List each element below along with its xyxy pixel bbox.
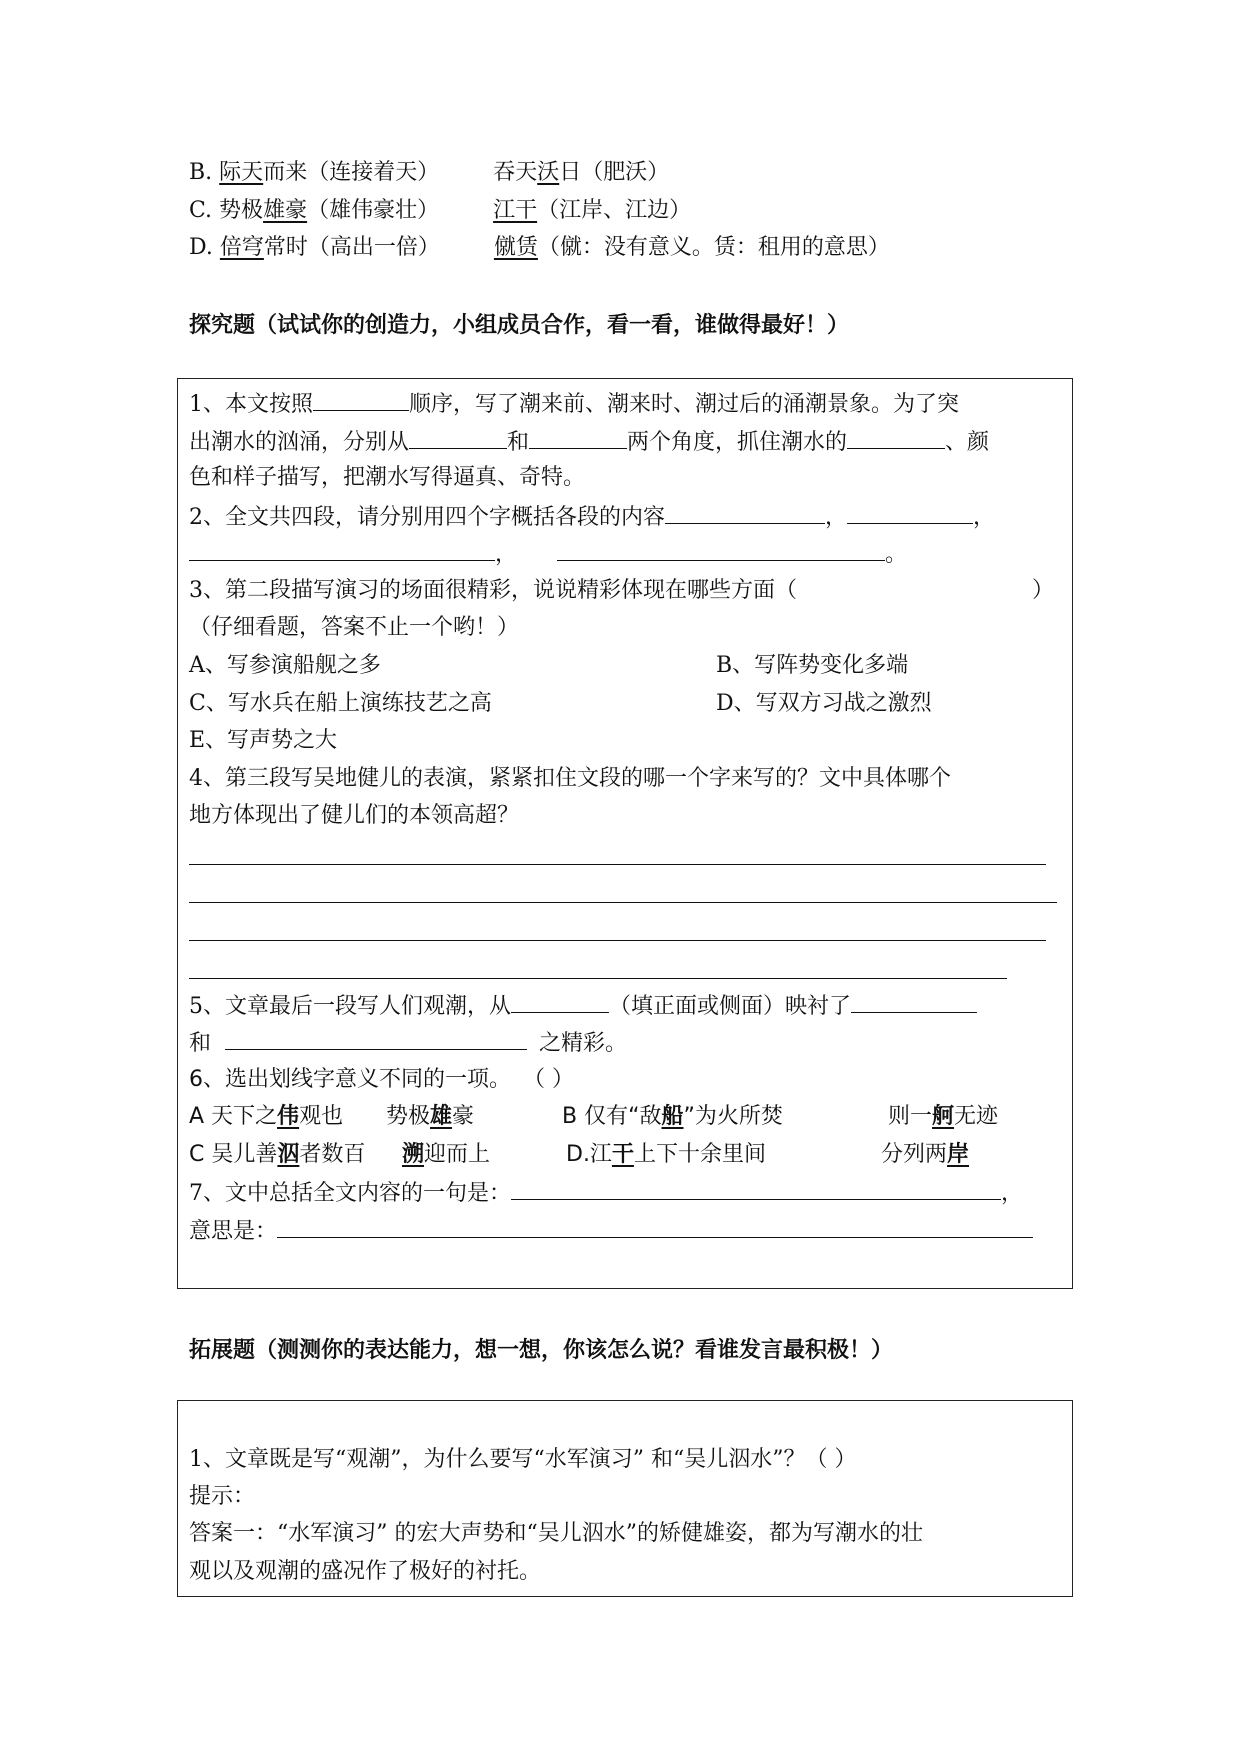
q6-D1-underlined: 干 [611,1142,634,1167]
q5-blank-1[interactable] [511,990,609,1013]
q1-text-f: 、颜 [945,430,990,455]
q6-D1: D.江 [566,1142,612,1167]
vocab-d1-rest: 常时（高出一倍） [263,235,440,260]
q4-answer-rule-4[interactable] [189,978,1007,979]
q3-option-a: A、写参演船舰之多 [189,653,381,678]
q6-B1-underlined: 船 [661,1104,684,1129]
q1-text-b: 顺序，写了潮来前、潮来时、潮过后的涌潮景象。为了突 [409,392,960,417]
q6-option-D1 [566,1140,766,1170]
q6-B1-rest: ”为火所焚 [683,1104,783,1129]
q2-comma-2: ， [973,505,996,530]
vocab-line-d [189,233,890,263]
q6-A1-rest: 观也 [299,1104,344,1129]
q6-text-a: 6、选出划线字意义不同的一项。 [189,1067,511,1092]
q6-A2: 势极 [386,1104,431,1129]
q1-text-d: 和 [507,430,530,455]
explore-q7-line1 [189,1177,1023,1209]
q1-blank-2[interactable] [409,426,507,449]
q6-option-C2 [402,1140,490,1170]
q7-text-a: 7、文中总括全文内容的一句是： [189,1181,511,1206]
vocab-line-c [189,196,691,226]
vocab-c2-rest: （江岸、江边） [537,198,692,223]
q6-B2: 则一 [888,1104,933,1129]
q2-blank-4[interactable] [557,538,885,561]
q6-A1: A 天下之 [189,1104,278,1129]
q7-blank-2[interactable] [277,1215,1033,1238]
q1-text-a: 1、本文按照 [189,392,313,417]
q5-blank-3[interactable] [225,1027,527,1050]
q6-B2-rest: 无迹 [954,1104,999,1129]
vocab-line-b [189,158,669,188]
vocab-b2-rest: 日（肥沃） [559,160,670,185]
explore-q7-line2 [189,1215,1033,1247]
q6-D1-rest: 上下十余里间 [633,1142,766,1167]
q2-period: 。 [885,542,908,567]
q3-option-b: B、写阵势变化多端 [716,653,909,678]
q6-D2-underlined: 岸 [947,1142,970,1167]
explore-q1-line3: 色和样子描写，把潮水写得逼真、奇特。 [189,465,586,490]
q7-comma: ， [1001,1181,1024,1206]
explore-q5-line2 [189,1027,627,1059]
vocab-d1-underlined: 倍穹 [219,235,264,260]
q6-C1-underlined: 泅 [277,1142,300,1167]
q3-option-d: D、写双方习战之激烈 [716,691,932,716]
explore-q1-line1 [189,388,959,420]
explore-q5-line1 [189,990,977,1022]
vocab-b-label: B. [189,160,213,185]
q4-answer-rule-3[interactable] [189,940,1046,941]
explore-heading: 探究题（试试你的创造力，小组成员合作，看一看，谁做得最好！） [189,312,850,338]
q1-blank-1[interactable] [313,388,409,411]
explore-q2-line2 [189,538,907,570]
vocab-d2-underlined: 僦赁 [493,235,538,260]
q6-C1: C 吴儿善 [189,1142,278,1167]
q2-blank-1[interactable] [665,501,825,524]
q6-option-B2 [888,1102,998,1132]
q6-paren: （ ） [523,1067,574,1092]
q3-option-e: E、写声势之大 [189,728,338,753]
explore-q1-line2 [189,426,989,458]
q3-option-c: C、写水兵在船上演练技艺之高 [189,691,492,716]
explore-q3-line1 [189,576,797,606]
q2-blank-3[interactable] [189,538,495,561]
q7-text-b: 意思是： [189,1219,278,1244]
vocab-c1-underlined: 雄豪 [263,198,308,223]
q6-B1: B 仅有“敌 [562,1104,662,1129]
vocab-d-label: D. [189,235,213,260]
vocab-c1-rest: （雄伟豪壮） [307,198,440,223]
q6-D2: 分列两 [881,1142,948,1167]
q5-blank-2[interactable] [851,990,977,1013]
vocab-c2-underlined: 江干 [493,198,538,223]
q6-B2-underlined: 舸 [932,1104,955,1129]
q6-option-A2 [386,1102,474,1132]
vocab-b2-underlined: 沃 [537,160,560,185]
explore-q6-line1 [189,1065,574,1095]
explore-q3-hint: （仔细看题，答案不止一个哟！） [189,615,520,640]
q5-text-b: （填正面或侧面）映衬了 [609,994,852,1019]
vocab-b1-rest: 而来（连接着天） [263,160,440,185]
vocab-c-label: C. [189,198,213,223]
q6-A1-underlined: 伟 [277,1104,300,1129]
q2-blank-2[interactable] [847,501,973,524]
q4-answer-rule-2[interactable] [189,902,1057,903]
q1-text-c: 出潮水的汹涌，分别从 [189,430,410,455]
q6-A2-rest: 豪 [452,1104,475,1129]
q5-text-d: 之精彩。 [539,1031,628,1056]
explore-q4-line2: 地方体现出了健儿们的本领高超？ [189,803,520,828]
extend-answer-line2: 观以及观潮的盛况作了极好的衬托。 [189,1559,542,1584]
extend-heading: 拓展题（测测你的表达能力，想一想，你该怎么说？看谁发言最积极！） [189,1337,894,1363]
vocab-b2-pre: 吞天 [493,160,538,185]
extend-answer-line1: 答案一：“水军演习” 的宏大声势和“吴儿泅水”的矫健雄姿，都为写潮水的壮 [189,1521,923,1546]
q6-A2-underlined: 雄 [430,1104,453,1129]
q6-C2-rest: 迎而上 [424,1142,491,1167]
extend-q1: 1、文章既是写“观潮”，为什么要写“水军演习” 和“吴儿泅水”？（ ） [189,1447,857,1472]
q5-text-c: 和 [189,1031,212,1056]
explore-q2-line1 [189,501,995,533]
q1-text-e: 两个角度，抓住潮水的 [627,430,848,455]
q6-C1-rest: 者数百 [299,1142,366,1167]
q5-text-a: 5、文章最后一段写人们观潮，从 [189,994,511,1019]
vocab-c1-pre: 势极 [219,198,264,223]
q2-text-a: 2、全文共四段，请分别用四个字概括各段的内容 [189,505,665,530]
vocab-b1-underlined: 际天 [219,160,264,185]
q6-option-row-1 [189,1102,343,1132]
q6-option-C1 [189,1140,365,1170]
q3-text-a: 3、第二段描写演习的场面很精彩，说说精彩体现在哪些方面（ [189,578,797,603]
explore-q4-line1: 4、第三段写吴地健儿的表演，紧紧扣住文段的哪一个字来写的？文中具体哪个 [189,766,951,791]
vocab-d2-rest: （僦：没有意义。赁：租用的意思） [537,235,890,260]
q6-option-D2 [881,1140,969,1170]
q4-answer-rule-1[interactable] [189,864,1046,865]
q2-comma-3: ， [495,542,518,567]
q1-blank-3[interactable] [529,426,627,449]
extend-hint: 提示： [189,1484,256,1509]
q3-close-paren: ） [1032,578,1055,603]
q1-blank-4[interactable] [847,426,945,449]
q2-comma-1: ， [825,505,848,530]
q7-blank-1[interactable] [511,1177,1001,1200]
q6-option-B1 [562,1102,783,1132]
q6-C2-underlined: 溯 [402,1142,425,1167]
